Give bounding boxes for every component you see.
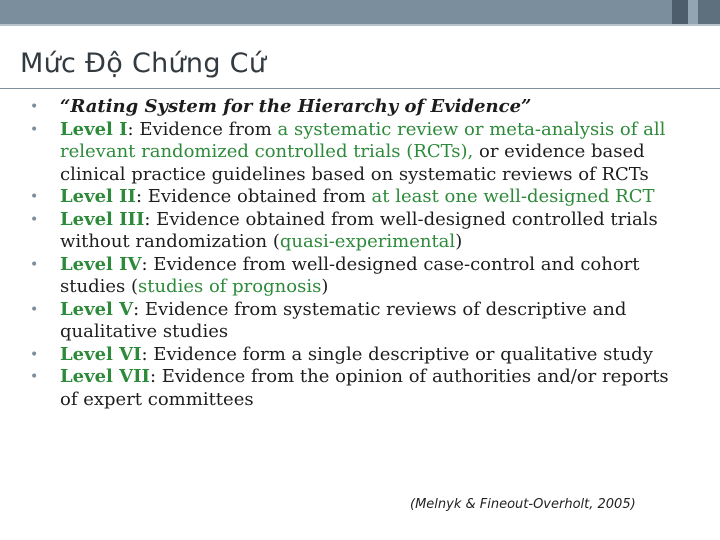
level-highlight: quasi-experimental [279, 231, 456, 252]
level-label: Level III [60, 208, 145, 230]
list-item [30, 96, 670, 119]
list-item [30, 299, 670, 344]
level-highlight: a systematic review or meta-analysis of all relevant randomized controlled trials (RCTs), [60, 118, 666, 162]
level-text: : Evidence form a single descriptive or qualitative study [141, 343, 653, 365]
slide-title: Mức Độ Chứng Cứ [20, 48, 267, 79]
header-bar-segment [698, 0, 720, 24]
level-text: : Evidence from [127, 118, 278, 140]
list-item [30, 366, 670, 411]
level-text-tail: ) [321, 276, 329, 297]
level-label: Level IV [60, 253, 142, 275]
bullet-icon: • [30, 256, 39, 273]
level-label: Level V [60, 298, 134, 320]
title-divider [0, 88, 720, 89]
list-item [30, 119, 670, 187]
level-label: Level II [60, 186, 136, 207]
header-bar-segment [672, 0, 688, 24]
bullet-icon: • [30, 121, 39, 138]
header-bar-segment [688, 0, 698, 24]
header-underline [0, 24, 720, 26]
citation: (Melnyk & Fineout-Overholt, 2005) [410, 497, 636, 512]
level-text: : Evidence from systematic reviews of descriptive and qualitative studies [60, 298, 627, 342]
bullet-icon: • [30, 301, 39, 318]
bullet-icon: • [30, 211, 39, 228]
bullet-icon: • [30, 189, 39, 205]
level-highlight: at least one well-designed RCT [371, 186, 655, 207]
bullet-icon: • [30, 346, 39, 363]
level-label: Level VI [60, 343, 142, 365]
level-text: : Evidence from the opinion of authorities and/or reports of expert committees [60, 366, 669, 410]
bullet-list [30, 96, 670, 411]
list-heading: “Rating System for the Hierarchy of Evidence” [60, 96, 532, 117]
list-item [30, 254, 670, 299]
bullet-icon: • [30, 99, 39, 115]
level-label: Level I [60, 118, 128, 140]
level-highlight: studies of prognosis [137, 276, 322, 297]
level-text: : Evidence obtained from well-designed controlled trials without randomization ( [60, 208, 658, 252]
level-text: : Evidence from well-designed case-control and cohort studies ( [60, 253, 640, 297]
list-item [30, 344, 670, 367]
level-label: Level VII [60, 366, 150, 387]
level-text-tail: or evidence based clinical practice guidelines based on systematic reviews of RCTs [60, 141, 649, 185]
list-item [30, 209, 670, 254]
bullet-icon: • [30, 369, 39, 385]
header-bar [0, 0, 720, 24]
level-text-tail: ) [455, 231, 463, 252]
list-item [30, 186, 670, 209]
level-text: : Evidence obtained from [135, 186, 372, 207]
